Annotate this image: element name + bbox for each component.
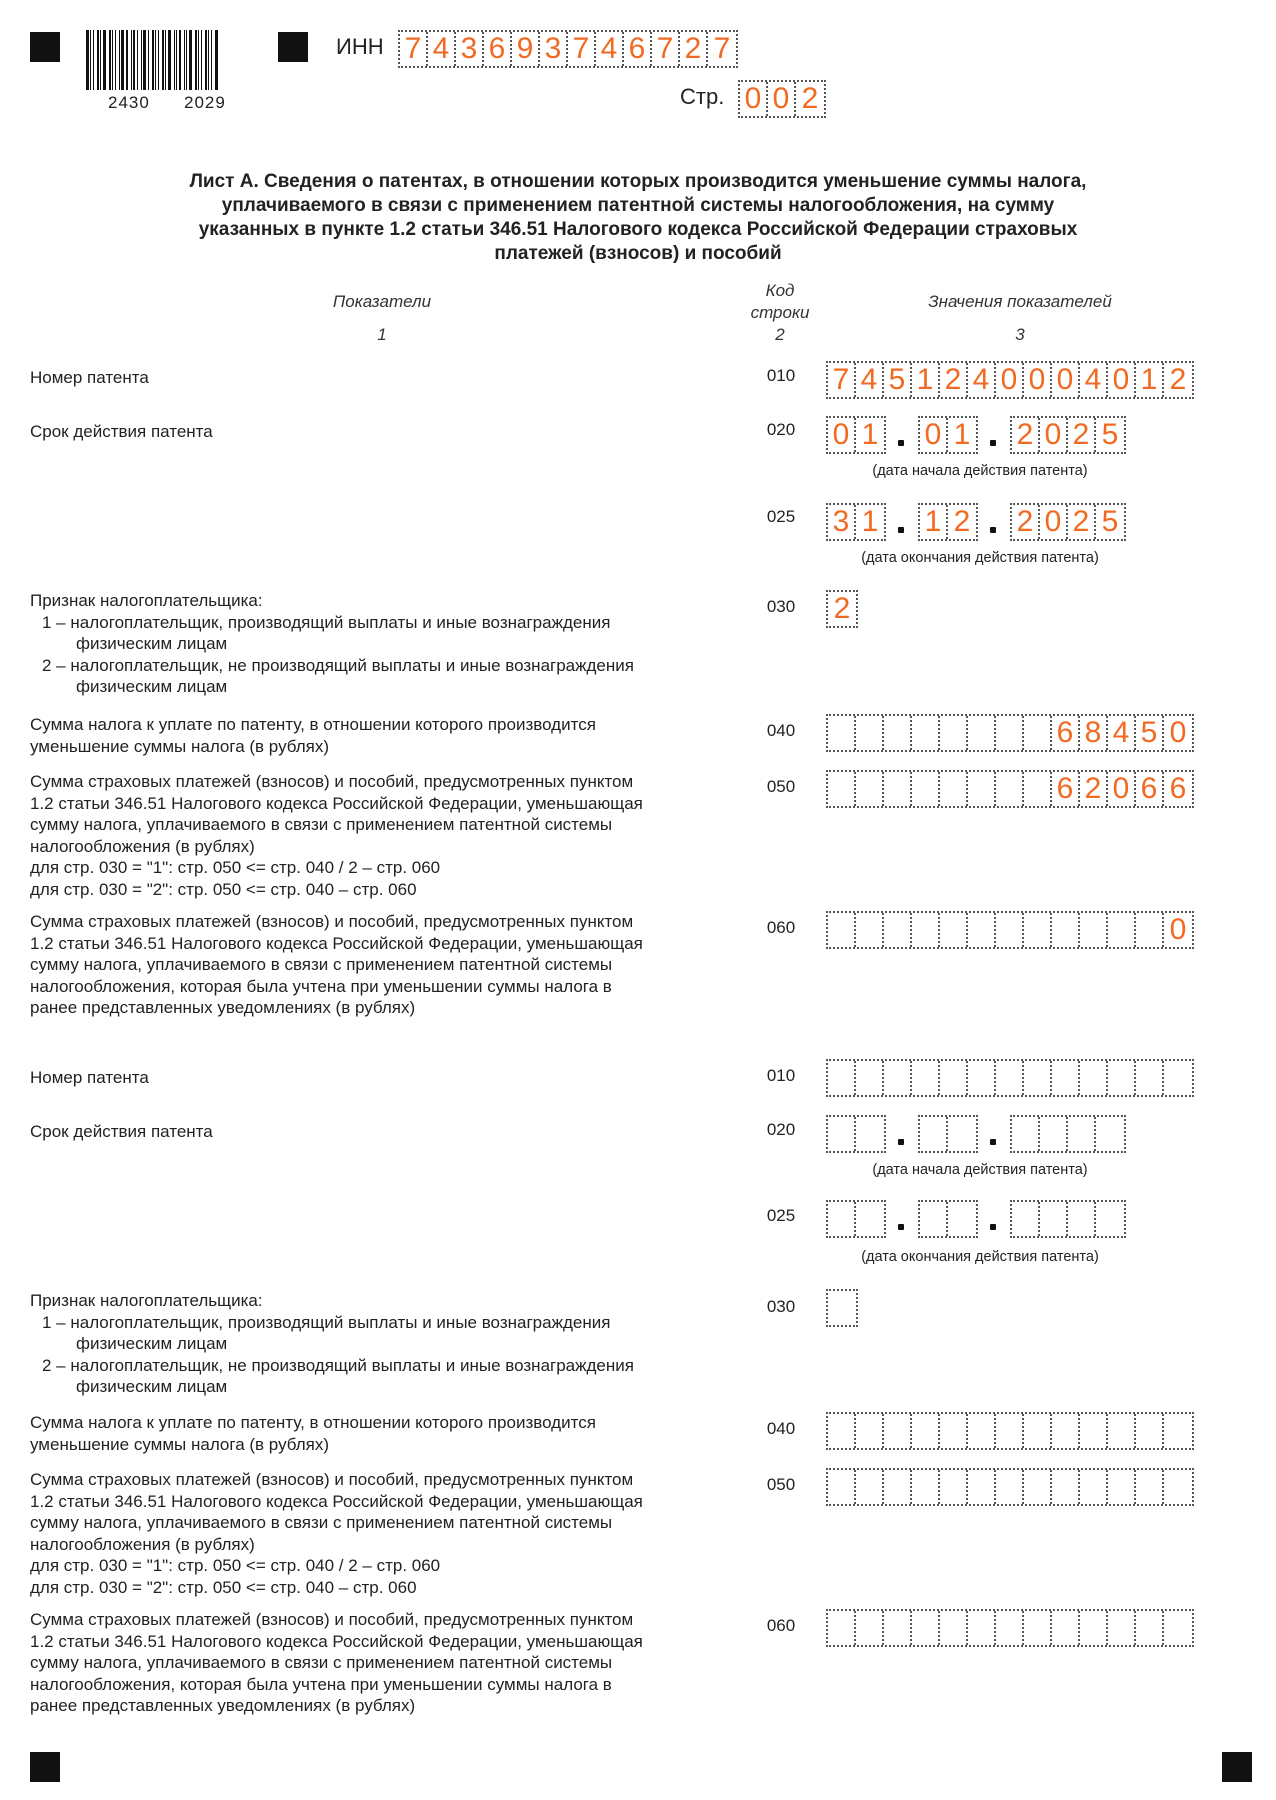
- page-label: Стр.: [680, 84, 725, 109]
- digit-cell[interactable]: [1096, 1117, 1124, 1151]
- end-year-field[interactable]: [1010, 503, 1126, 541]
- caption-date-end: (дата окончания действия патента): [861, 550, 1099, 566]
- digit-cell[interactable]: 1: [953, 418, 971, 451]
- digit-cell[interactable]: [1136, 1470, 1164, 1504]
- label-previous-amount: Сумма страховых платежей (взносов) и пособий, предусмотренных пунктом 1.2 статьи 346.51 Налогового кодекса Российской Федерации, уменьшающая сумму налога, уплачиваемого в связи с применением патентной системы налогообложения, которая была учтена при уменьшении суммы налога в ранее представленных уведомлениях (в рублях): [30, 1610, 643, 1715]
- column-number-2: 2: [775, 325, 785, 344]
- digit-cell[interactable]: 2: [953, 505, 971, 538]
- digit-cell[interactable]: [856, 772, 884, 806]
- digit-cell[interactable]: [1136, 1061, 1164, 1095]
- previous-amount-field-2[interactable]: [826, 1609, 1194, 1647]
- label-tax-amount: Сумма налога к уплате по патенту, в отношении которого производится уменьшение суммы налога (в рублях): [30, 715, 596, 756]
- digit-cell[interactable]: 9: [512, 32, 540, 66]
- label-tax-amount: Сумма налога к уплате по патенту, в отношении которого производится уменьшение суммы налога (в рублях): [30, 1413, 596, 1454]
- digit-cell[interactable]: 5: [1101, 418, 1119, 451]
- digit-cell[interactable]: [912, 1470, 940, 1504]
- digit-cell[interactable]: [828, 1291, 856, 1325]
- digit-cell[interactable]: [940, 913, 968, 947]
- digit-cell[interactable]: 0: [1024, 363, 1052, 397]
- digit-cell[interactable]: 6: [484, 32, 512, 66]
- date-separator: [898, 440, 904, 446]
- digit-cell[interactable]: [856, 1470, 884, 1504]
- digit-cell[interactable]: 2: [1012, 418, 1040, 452]
- digit-cell[interactable]: 4: [856, 363, 884, 397]
- digit-cell[interactable]: [1164, 1611, 1192, 1645]
- digit-cell[interactable]: 7: [652, 32, 680, 66]
- digit-cell[interactable]: [912, 1061, 940, 1095]
- digit-cell[interactable]: [1024, 1470, 1052, 1504]
- digit-cell[interactable]: [1080, 913, 1108, 947]
- digit-cell[interactable]: [828, 1470, 856, 1504]
- start-day-field[interactable]: [826, 416, 886, 454]
- digit-cell[interactable]: [996, 913, 1024, 947]
- barcode-bar: [176, 30, 177, 90]
- digit-cell[interactable]: [1080, 1414, 1108, 1448]
- barcode-bar: [103, 30, 106, 90]
- label-insurance-amount: Сумма страховых платежей (взносов) и пособий, предусмотренных пунктом 1.2 статьи 346.51 Налогового кодекса Российской Федерации, уменьшающая сумму налога, уплачиваемого в связи с применением патентной системы налогообложения (в рублях) для стр. 030 = "1": стр. 050 <= стр. 040 / 2 – стр. 060 для стр. 030 = "2": стр. 050 <= стр. 040 – стр. 060: [30, 772, 643, 899]
- end-day-field-2[interactable]: [826, 1200, 886, 1238]
- barcode-bar: [126, 30, 128, 90]
- digit-cell[interactable]: [968, 1414, 996, 1448]
- digit-cell[interactable]: 2: [1012, 505, 1040, 539]
- digit-cell[interactable]: [884, 716, 912, 750]
- code-040: 040: [766, 1419, 796, 1438]
- digit-cell[interactable]: 4: [1108, 716, 1136, 750]
- digit-cell[interactable]: [1052, 1470, 1080, 1504]
- digit-cell[interactable]: [1012, 1117, 1040, 1151]
- corner-marker-top-mid: [278, 32, 308, 62]
- digit-cell[interactable]: 1: [912, 363, 940, 397]
- end-month-field[interactable]: [918, 503, 978, 541]
- barcode-bar: [184, 30, 185, 90]
- digit-cell[interactable]: [996, 1611, 1024, 1645]
- digit-cell[interactable]: 2: [801, 82, 819, 115]
- digit-cell[interactable]: [1068, 1117, 1096, 1151]
- digit-cell[interactable]: 5: [884, 363, 912, 397]
- digit-cell[interactable]: 0: [768, 82, 796, 116]
- barcode-bar: [109, 30, 111, 90]
- barcode-bar: [158, 30, 159, 90]
- digit-cell[interactable]: [940, 1611, 968, 1645]
- barcode-bar: [215, 30, 218, 90]
- digit-cell[interactable]: [1136, 913, 1164, 947]
- digit-cell[interactable]: [940, 716, 968, 750]
- barcode-bar: [162, 30, 164, 90]
- end-month-field-2[interactable]: [918, 1200, 978, 1238]
- barcode-bar: [165, 30, 166, 90]
- date-separator: [990, 1139, 996, 1145]
- digit-cell[interactable]: [1108, 1470, 1136, 1504]
- barcode-bar: [195, 30, 197, 90]
- digit-cell[interactable]: 6: [1052, 772, 1080, 806]
- digit-cell[interactable]: [828, 716, 856, 750]
- digit-cell[interactable]: [1024, 1061, 1052, 1095]
- digit-cell[interactable]: 2: [1068, 418, 1096, 452]
- barcode-bar: [112, 30, 113, 90]
- label-patent-number: Номер патента: [30, 368, 149, 387]
- digit-cell[interactable]: 2: [680, 32, 708, 66]
- barcode-bar: [189, 30, 192, 90]
- barcode-bar: [148, 30, 149, 90]
- digit-cell[interactable]: [1108, 1611, 1136, 1645]
- digit-cell[interactable]: [968, 913, 996, 947]
- digit-cell[interactable]: [996, 1470, 1024, 1504]
- barcode-bar: [100, 30, 101, 90]
- digit-cell[interactable]: [856, 1611, 884, 1645]
- digit-cell[interactable]: 4: [596, 32, 624, 66]
- barcode-bar: [131, 30, 132, 90]
- caption-date-end: (дата окончания действия патента): [861, 1249, 1099, 1265]
- end-day-field[interactable]: [826, 503, 886, 541]
- date-separator: [898, 1139, 904, 1145]
- patent-number-field-2[interactable]: [826, 1059, 1194, 1097]
- digit-cell[interactable]: [1024, 1414, 1052, 1448]
- digit-cell[interactable]: [996, 1414, 1024, 1448]
- digit-cell[interactable]: [968, 1611, 996, 1645]
- digit-cell[interactable]: [1052, 1611, 1080, 1645]
- digit-cell[interactable]: 3: [456, 32, 484, 66]
- digit-cell[interactable]: 0: [1108, 772, 1136, 806]
- code-030: 030: [766, 1297, 796, 1316]
- digit-cell[interactable]: 3: [540, 32, 568, 66]
- digit-cell[interactable]: [1164, 1061, 1192, 1095]
- digit-cell[interactable]: 4: [968, 363, 996, 397]
- digit-cell[interactable]: [1012, 1202, 1040, 1236]
- start-month-field[interactable]: [918, 416, 978, 454]
- start-year-field[interactable]: [1010, 416, 1126, 454]
- inn-field[interactable]: [398, 30, 738, 68]
- page-number-field[interactable]: [738, 80, 826, 118]
- digit-cell[interactable]: [968, 772, 996, 806]
- digit-cell[interactable]: [828, 913, 856, 947]
- digit-cell[interactable]: [940, 1414, 968, 1448]
- digit-cell[interactable]: [856, 1414, 884, 1448]
- taxpayer-sign-field[interactable]: [826, 590, 858, 628]
- column-header-indicators: Показатели: [332, 292, 432, 311]
- code-050: 050: [766, 777, 796, 796]
- digit-cell[interactable]: [1024, 716, 1052, 750]
- digit-cell[interactable]: [1108, 913, 1136, 947]
- digit-cell[interactable]: [1052, 1061, 1080, 1095]
- label-taxpayer-sign: Признак налогоплательщика: 1 – налогоплательщик, производящий выплаты и иные вознаграждения физическим лицам 2 – налогоплательщик, не производящий выплаты и иные вознаграждения физическим лицам: [30, 591, 634, 696]
- digit-cell[interactable]: 6: [624, 32, 652, 66]
- barcode-bar: [179, 30, 181, 90]
- digit-cell[interactable]: [996, 1061, 1024, 1095]
- digit-cell[interactable]: [1040, 1202, 1068, 1236]
- label-previous-amount: Сумма страховых платежей (взносов) и пособий, предусмотренных пунктом 1.2 статьи 346.51 Налогового кодекса Российской Федерации, уменьшающая сумму налога, уплачиваемого в связи с применением патентной системы налогообложения, которая была учтена при уменьшении суммы налога в ранее представленных уведомлениях (в рублях): [30, 912, 643, 1017]
- digit-cell[interactable]: [1040, 1117, 1068, 1151]
- digit-cell[interactable]: [1024, 1611, 1052, 1645]
- date-separator: [990, 527, 996, 533]
- insurance-amount-field[interactable]: [826, 770, 1194, 808]
- digit-cell[interactable]: [884, 1611, 912, 1645]
- patent-number-field[interactable]: [826, 361, 1194, 399]
- date-separator: [898, 527, 904, 533]
- taxpayer-sign-field-2[interactable]: [826, 1289, 858, 1327]
- barcode-bar: [143, 30, 146, 90]
- digit-cell[interactable]: 2: [833, 592, 851, 625]
- digit-cell[interactable]: [1024, 772, 1052, 806]
- digit-cell[interactable]: [912, 913, 940, 947]
- digit-cell[interactable]: [948, 1202, 976, 1236]
- digit-cell[interactable]: 4: [428, 32, 456, 66]
- barcode-bar: [93, 30, 94, 90]
- barcode-bar: [155, 30, 156, 90]
- digit-cell[interactable]: [1052, 1414, 1080, 1448]
- barcode-number-left: 2430: [108, 93, 150, 112]
- code-030: 030: [766, 597, 796, 616]
- tax-amount-field-2[interactable]: [826, 1412, 1194, 1450]
- digit-cell[interactable]: [856, 1202, 884, 1236]
- digit-cell[interactable]: [1136, 1611, 1164, 1645]
- digit-cell[interactable]: 0: [1108, 363, 1136, 397]
- code-050: 050: [766, 1475, 796, 1494]
- digit-cell[interactable]: [996, 772, 1024, 806]
- start-month-field-2[interactable]: [918, 1115, 978, 1153]
- digit-cell[interactable]: [828, 1414, 856, 1448]
- digit-cell[interactable]: [1080, 1061, 1108, 1095]
- caption-date-start: (дата начала действия патента): [872, 1162, 1088, 1178]
- code-025: 025: [766, 507, 796, 526]
- digit-cell[interactable]: 2: [940, 363, 968, 397]
- corner-marker-bottom-right: [1222, 1752, 1252, 1782]
- barcode-bar: [152, 30, 154, 90]
- digit-cell[interactable]: 1: [1136, 363, 1164, 397]
- digit-cell[interactable]: 5: [1136, 716, 1164, 750]
- code-010: 010: [766, 1066, 796, 1085]
- barcode-bar: [168, 30, 171, 90]
- barcode: [86, 30, 246, 90]
- barcode-number-right: 2029: [184, 93, 226, 112]
- digit-cell[interactable]: [912, 1414, 940, 1448]
- digit-cell[interactable]: [884, 1061, 912, 1095]
- barcode-bar: [97, 30, 99, 90]
- digit-cell[interactable]: 0: [1040, 505, 1068, 539]
- digit-cell[interactable]: [1080, 1611, 1108, 1645]
- digit-cell[interactable]: [884, 913, 912, 947]
- digit-cell[interactable]: 5: [1101, 505, 1119, 538]
- digit-cell[interactable]: [968, 716, 996, 750]
- label-patent-number: Номер патента: [30, 1068, 149, 1087]
- digit-cell[interactable]: [828, 1061, 856, 1095]
- start-year-field-2[interactable]: [1010, 1115, 1126, 1153]
- digit-cell[interactable]: [1052, 913, 1080, 947]
- barcode-bar: [121, 30, 124, 90]
- digit-cell[interactable]: 1: [861, 418, 879, 451]
- date-separator: [990, 440, 996, 446]
- digit-cell[interactable]: [912, 716, 940, 750]
- digit-cell[interactable]: [856, 716, 884, 750]
- digit-cell[interactable]: 0: [996, 363, 1024, 397]
- digit-cell[interactable]: [920, 1117, 948, 1151]
- digit-cell[interactable]: 7: [828, 363, 856, 397]
- digit-cell[interactable]: [912, 772, 940, 806]
- previous-amount-field[interactable]: [826, 911, 1194, 949]
- digit-cell[interactable]: [884, 1470, 912, 1504]
- digit-cell[interactable]: [1164, 1414, 1192, 1448]
- digit-cell[interactable]: 2: [1068, 505, 1096, 539]
- digit-cell[interactable]: 7: [400, 32, 428, 66]
- code-060: 060: [766, 918, 796, 937]
- digit-cell[interactable]: 0: [1052, 363, 1080, 397]
- digit-cell[interactable]: [1024, 913, 1052, 947]
- insurance-amount-field-2[interactable]: [826, 1468, 1194, 1506]
- start-day-field-2[interactable]: [826, 1115, 886, 1153]
- corner-marker-bottom-left: [30, 1752, 60, 1782]
- sheet-title: Лист А. Сведения о патентах, в отношении которых производится уменьшение суммы налога, уплачиваемого в связи с применением патентной системы налогообложения, на сумму указанных в пункте 1.2 статьи 346.51 Налогового кодекса Российской Федерации страховых платежей (взносов) и пособий: [189, 171, 1087, 264]
- digit-cell[interactable]: [940, 772, 968, 806]
- digit-cell[interactable]: [1080, 1470, 1108, 1504]
- digit-cell[interactable]: 0: [920, 418, 948, 452]
- digit-cell[interactable]: [1108, 1061, 1136, 1095]
- digit-cell[interactable]: [856, 913, 884, 947]
- digit-cell[interactable]: 0: [1169, 913, 1187, 946]
- code-020: 020: [766, 1120, 796, 1139]
- column-header-code-b: строки: [750, 303, 810, 322]
- caption-date-start: (дата начала действия патента): [872, 463, 1088, 479]
- digit-cell[interactable]: 0: [828, 418, 856, 452]
- digit-cell[interactable]: [1108, 1414, 1136, 1448]
- digit-cell[interactable]: [920, 1202, 948, 1236]
- code-025: 025: [766, 1206, 796, 1225]
- corner-marker-top-left: [30, 32, 60, 62]
- column-number-3: 3: [1015, 325, 1025, 344]
- barcode-bar: [90, 30, 91, 90]
- code-010: 010: [766, 366, 796, 385]
- digit-cell[interactable]: [884, 772, 912, 806]
- digit-cell[interactable]: 0: [1040, 418, 1068, 452]
- digit-cell[interactable]: [1068, 1202, 1096, 1236]
- barcode-bar: [119, 30, 120, 90]
- column-header-code-a: Код: [765, 281, 795, 300]
- digit-cell[interactable]: [940, 1061, 968, 1095]
- digit-cell[interactable]: [948, 1117, 976, 1151]
- digit-cell[interactable]: [884, 1414, 912, 1448]
- label-patent-period: Срок действия патента: [30, 422, 213, 441]
- barcode-bar: [201, 30, 202, 90]
- digit-cell[interactable]: 2: [1169, 363, 1187, 396]
- digit-cell[interactable]: 7: [568, 32, 596, 66]
- digit-cell[interactable]: 4: [1080, 363, 1108, 397]
- digit-cell[interactable]: 6: [1169, 772, 1187, 805]
- digit-cell[interactable]: [828, 1611, 856, 1645]
- digit-cell[interactable]: [828, 772, 856, 806]
- tax-amount-field[interactable]: [826, 714, 1194, 752]
- digit-cell[interactable]: [1096, 1202, 1124, 1236]
- barcode-bar: [115, 30, 116, 90]
- digit-cell[interactable]: 1: [861, 505, 879, 538]
- digit-cell[interactable]: 7: [713, 32, 731, 65]
- date-separator: [990, 1224, 996, 1230]
- digit-cell[interactable]: [1164, 1470, 1192, 1504]
- end-year-field-2[interactable]: [1010, 1200, 1126, 1238]
- digit-cell[interactable]: [968, 1061, 996, 1095]
- digit-cell[interactable]: 6: [1052, 716, 1080, 750]
- barcode-bar: [137, 30, 138, 90]
- barcode-bar: [86, 30, 89, 90]
- column-number-1: 1: [377, 325, 387, 344]
- barcode-bar: [141, 30, 142, 90]
- barcode-bar: [198, 30, 199, 90]
- digit-cell[interactable]: [828, 1202, 856, 1236]
- barcode-bar: [211, 30, 212, 90]
- inn-label: ИНН: [336, 34, 384, 59]
- column-header-values: Значения показателей: [928, 292, 1112, 311]
- digit-cell[interactable]: [828, 1117, 856, 1151]
- digit-cell[interactable]: 1: [920, 505, 948, 539]
- digit-cell[interactable]: [856, 1117, 884, 1151]
- label-patent-period: Срок действия патента: [30, 1122, 213, 1141]
- label-insurance-amount: Сумма страховых платежей (взносов) и пособий, предусмотренных пунктом 1.2 статьи 346.51 Налогового кодекса Российской Федерации, уменьшающая сумму налога, уплачиваемого в связи с применением патентной системы налогообложения (в рублях) для стр. 030 = "1": стр. 050 <= стр. 040 / 2 – стр. 060 для стр. 030 = "2": стр. 050 <= стр. 040 – стр. 060: [30, 1470, 643, 1597]
- date-separator: [898, 1224, 904, 1230]
- digit-cell[interactable]: [940, 1470, 968, 1504]
- code-040: 040: [766, 721, 796, 740]
- code-020: 020: [766, 420, 796, 439]
- digit-cell[interactable]: 8: [1080, 716, 1108, 750]
- barcode-bar: [208, 30, 209, 90]
- code-060: 060: [766, 1616, 796, 1635]
- barcode-bar: [174, 30, 175, 90]
- digit-cell[interactable]: [912, 1611, 940, 1645]
- digit-cell[interactable]: 3: [828, 505, 856, 539]
- digit-cell[interactable]: 6: [1136, 772, 1164, 806]
- digit-cell[interactable]: [856, 1061, 884, 1095]
- label-taxpayer-sign: Признак налогоплательщика: 1 – налогоплательщик, производящий выплаты и иные вознаграждения физическим лицам 2 – налогоплательщик, не производящий выплаты и иные вознаграждения физическим лицам: [30, 1291, 634, 1396]
- digit-cell[interactable]: [968, 1470, 996, 1504]
- digit-cell[interactable]: 0: [740, 82, 768, 116]
- barcode-bar: [205, 30, 207, 90]
- barcode-bar: [133, 30, 135, 90]
- digit-cell[interactable]: [1136, 1414, 1164, 1448]
- digit-cell[interactable]: 2: [1080, 772, 1108, 806]
- digit-cell[interactable]: [996, 716, 1024, 750]
- barcode-bar: [186, 30, 187, 90]
- digit-cell[interactable]: 0: [1169, 716, 1187, 749]
